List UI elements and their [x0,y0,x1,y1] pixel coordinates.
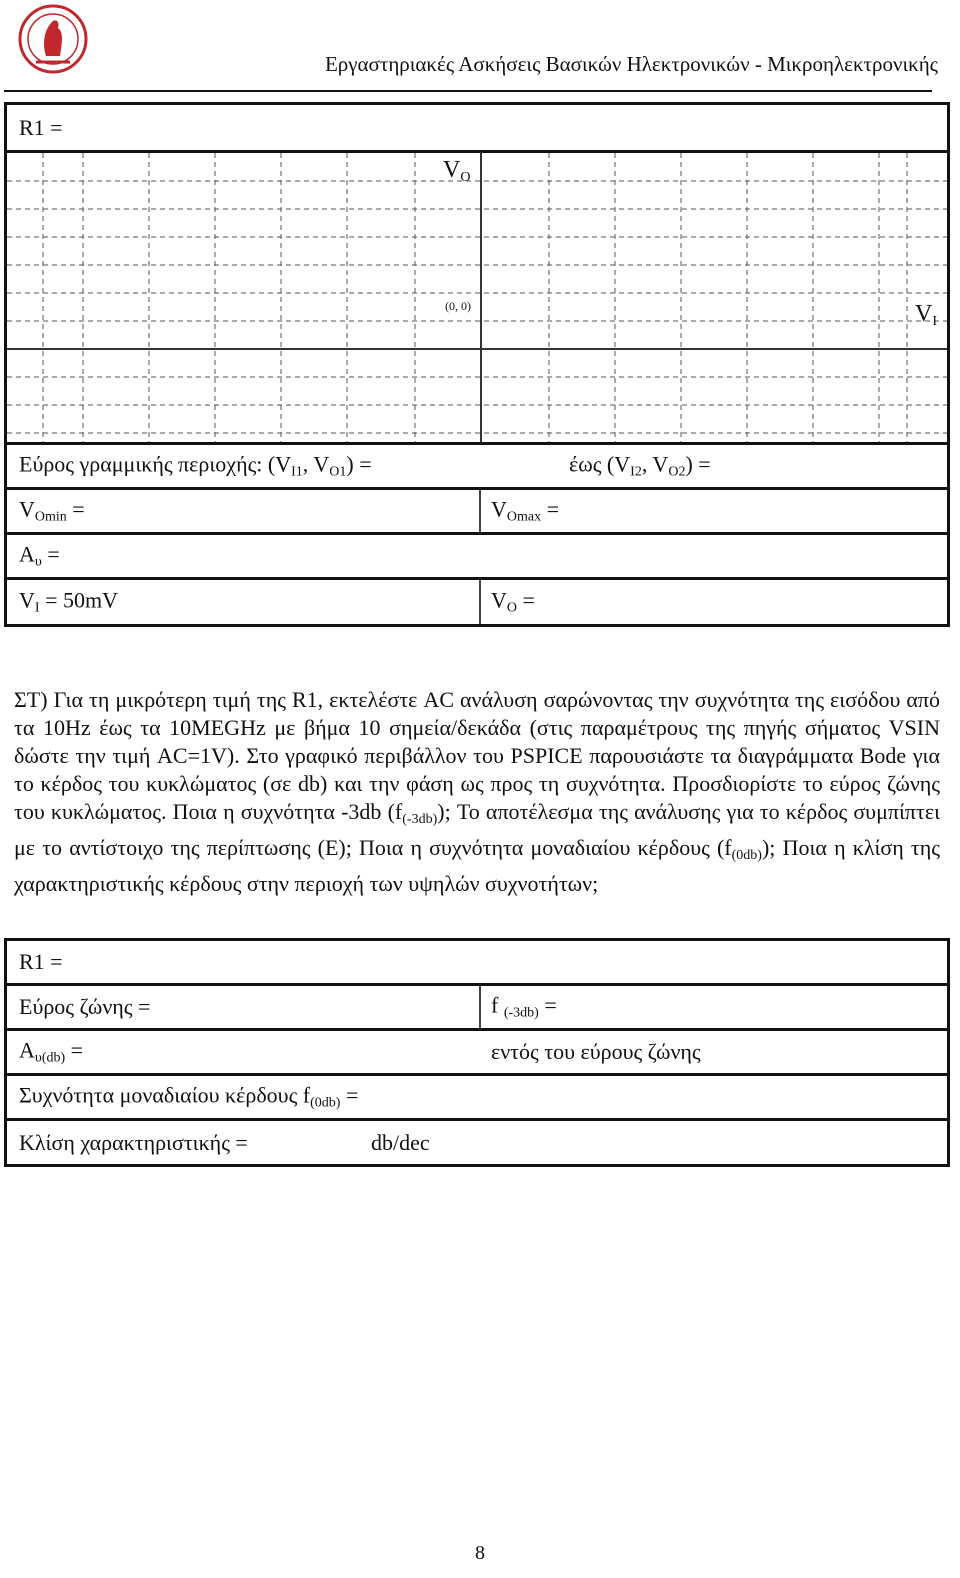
slope-label: Κλίση χαρακτηριστικής = [19,1129,248,1155]
column-divider [479,580,481,624]
origin-label: (0, 0) [445,299,471,313]
graph-grid [7,153,947,442]
vomin-label: $V_{Omin}$ = [19,496,85,525]
linear-range-to-label: έως ($V_{I2}$, $V_{O2}$) = [569,451,711,480]
header-rule [4,90,932,92]
slope-unit: db/dec [371,1129,430,1155]
vomax-label: $V_{Omax}$ = [491,496,560,525]
measurement-table-1 [4,102,950,627]
bandwidth-label: Εύρος ζώνης = [19,994,151,1019]
bandwidth-row [7,986,947,1031]
column-divider [479,986,481,1028]
f3db-label: f $_{(-3db)}$ = [491,992,557,1021]
university-logo [16,4,90,74]
page-number: 8 [475,1542,485,1564]
linear-range-label: Εύρος γραμμικής περιοχής: ($V_{I1}$, $V_{O1}$) = [19,451,372,480]
avdb-row [7,1031,947,1076]
linear-range-row [7,445,947,490]
r1-row [7,105,947,153]
header-title: Εργαστηριακές Ασκήσεις Βασικών Ηλεκτρονικών - Μικροηλεκτρονικής [324,52,938,76]
transfer-characteristic-graph [7,153,947,445]
within-bandwidth-label: εντός του εύρους ζώνης [491,1039,701,1064]
unity-gain-label: Συχνότητα μοναδιαίου κέρδους $f_{(0db)}$ = [19,1082,359,1111]
av-row [7,535,947,580]
y-axis-label: $V_O$ [443,157,471,185]
slope-row [7,1121,947,1164]
unity-gain-row [7,1076,947,1121]
r1-row-2 [7,941,947,986]
vi-vo-row [7,580,947,624]
vi-label: $V_I = 50mV$ [19,587,118,616]
r1-label-2: R1 = [19,949,63,974]
measurement-table-2 [4,938,950,1167]
r1-label: R1 = [19,114,63,140]
av-label: $A_\upsilon$ = [19,541,60,570]
avdb-label: $A_{\upsilon(db)}$ = [19,1037,84,1066]
vo-label: $V_O$ = [491,587,535,616]
exercise-instructions: ΣΤ) Για τη μικρότερη τιμή της R1, εκτελέστε AC ανάλυση σαρώνοντας την συχνότητα της εισόδου από τα 10Hz έως τα 10MEGHz με βήμα 10 σημεία/δεκάδα (στις παραμέτρους της πηγής σήματος VSIN δώστε την τιμή AC=1V). Στο γραφικό περιβάλλον του PSPICE παρουσιάστε τα διαγράμματα Bode για το κέρδος του κυκλώματος (σε db) και την φάση ως προς τη συχνότητα. Προσδιορίστε το εύρος ζώνης του κυκλώματος. Ποια η συχνότητα -3db $(f_{(-3db)})$; Το αποτέλεσμα της ανάλυσης για το κέρδος συμπίπτει με το αντίστοιχο της περίπτωσης (Ε); Ποια η συχνότητα μοναδιαίου κέρδους $(f_{(0db)})$; Ποια η κλίση της χαρακτηριστικής κέρδους στην περιοχή των υψηλών συχνοτήτων; [14,687,941,896]
column-divider [479,490,481,532]
x-axis-label: $V_I$ [914,301,937,329]
vo-min-max-row [7,490,947,535]
